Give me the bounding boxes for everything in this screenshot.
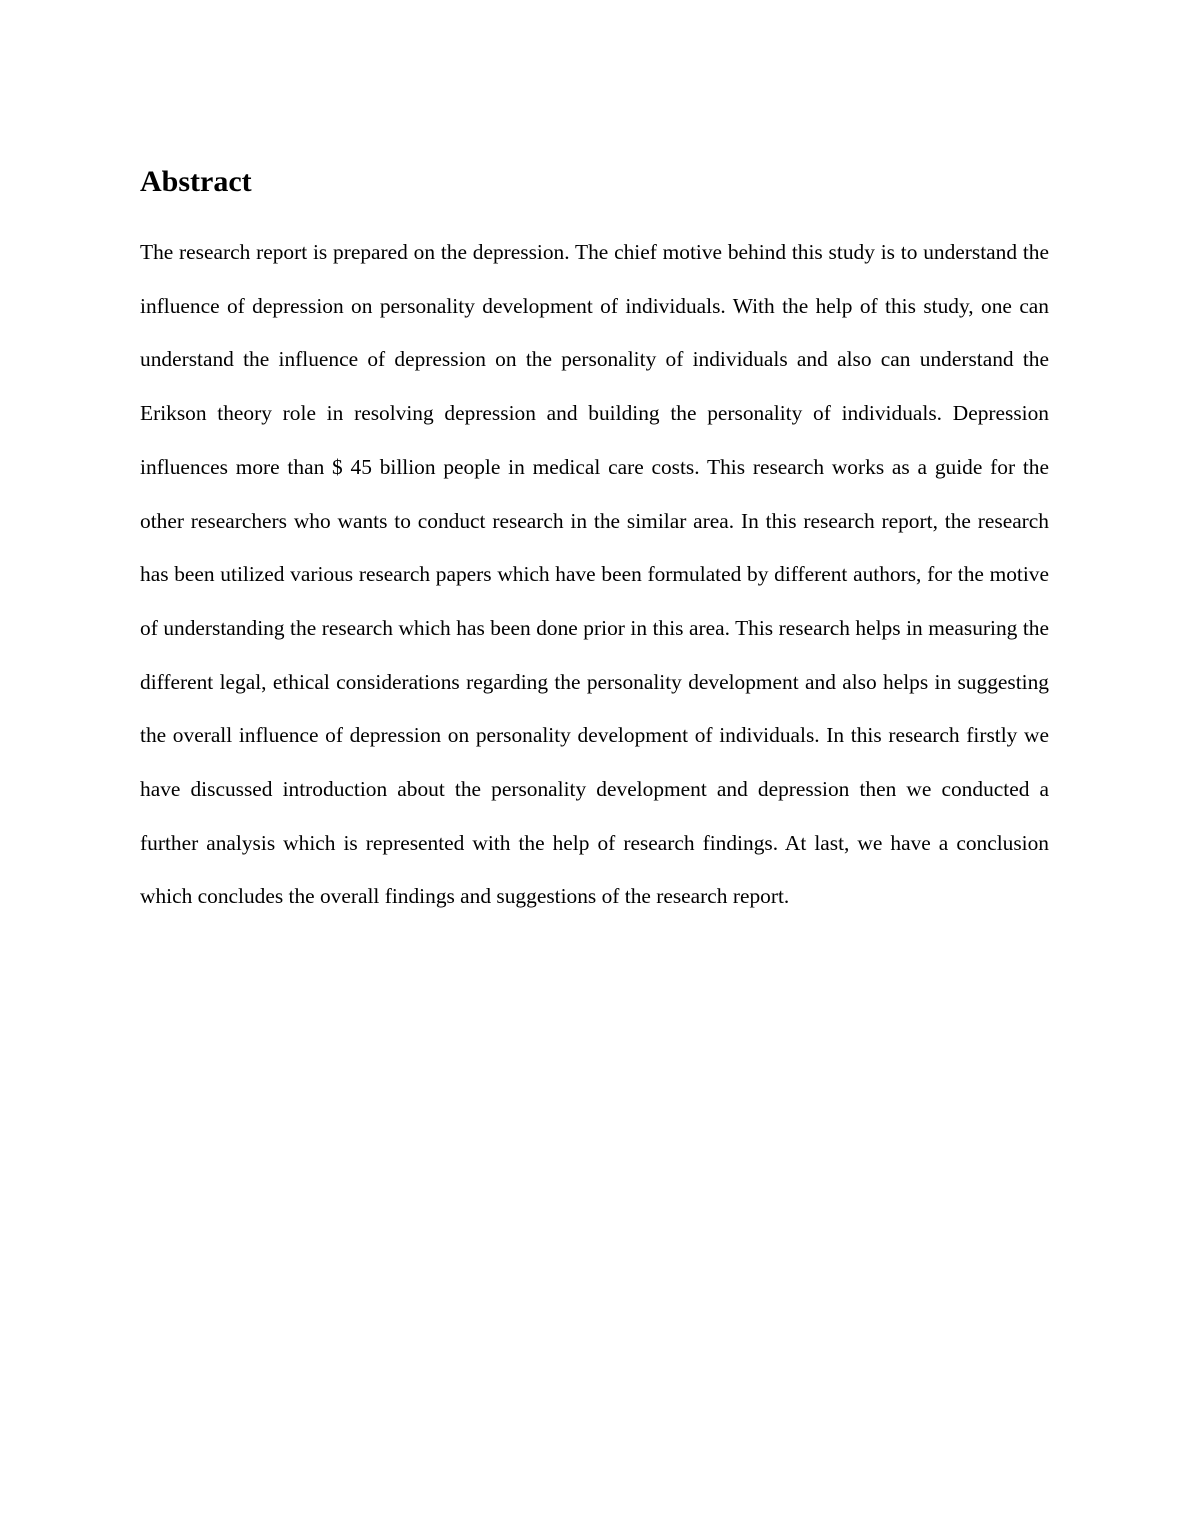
abstract-heading: Abstract — [140, 165, 252, 198]
abstract-paragraph: The research report is prepared on the depression. The chief motive behind this study is to understand the influence of depression on personality development of individuals. With the help of this study, one can understand the influence of depression on the personality of individuals and also can understand the Erikson theory role in resolving depression and building the personality of individuals. Depression influences more than $ 45 billion people in medical care costs. This research works as a guide for the other researchers who wants to conduct research in the similar area. In this research report, the research has been utilized various research papers which have been formulated by different authors, for the motive of understanding the research which has been done prior in this area. This research helps in measuring the different legal, ethical considerations regarding the personality development and also helps in suggesting the overall influence of depression on personality development of individuals. In this research firstly we have discussed introduction about the personality development and depression then we conducted a further analysis which is represented with the help of research findings. At last, we have a conclusion which concludes the overall findings and suggestions of the research report. — [140, 240, 1049, 909]
abstract-section — [140, 160, 1049, 924]
